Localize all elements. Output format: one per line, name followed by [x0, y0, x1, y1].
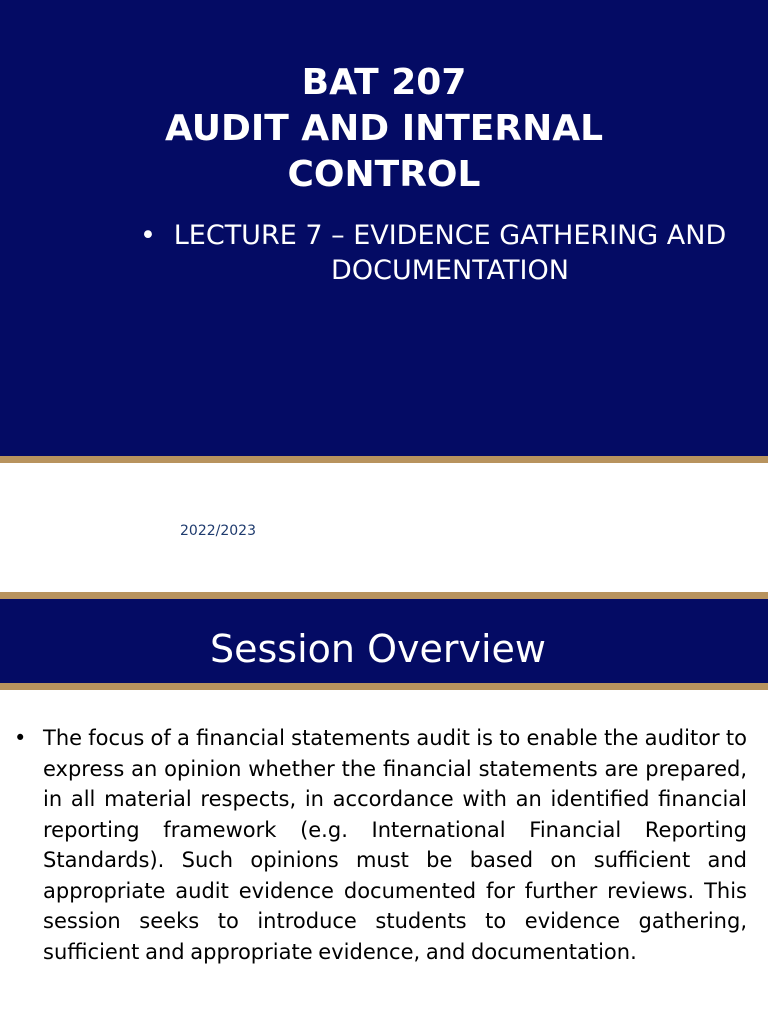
gold-divider-slide-end: [0, 592, 768, 599]
course-name-line-2: CONTROL: [287, 154, 481, 195]
bullet-icon: •: [140, 220, 156, 251]
overview-bullet: [14, 723, 747, 967]
section-title: Session Overview: [210, 627, 546, 671]
course-code: BAT 207: [301, 62, 467, 103]
gold-divider-header: [0, 683, 768, 690]
lecture-bullet: [140, 218, 730, 288]
overview-text: The focus of a financial statements audit is to enable the auditor to express an opinion whether the financial statements are prepared, in all material respects, in accordance with an identified financial reporting framework (e.g. International Financial Reporting Standards). Such opinions must be based on sufficient and appropriate audit evidence documented for further reviews. This session seeks to introduce students to evidence gathering, sufficient and appropriate evidence, and documentation.: [43, 726, 747, 964]
gold-divider-top: [0, 456, 768, 463]
slide-title: [0, 60, 768, 198]
bullet-icon: •: [14, 726, 27, 750]
course-name-line-1: AUDIT AND INTERNAL: [164, 108, 604, 149]
academic-year: 2022/2023: [180, 523, 256, 539]
lecture-title: LECTURE 7 – EVIDENCE GATHERING AND DOCUMENTATION: [173, 220, 727, 286]
